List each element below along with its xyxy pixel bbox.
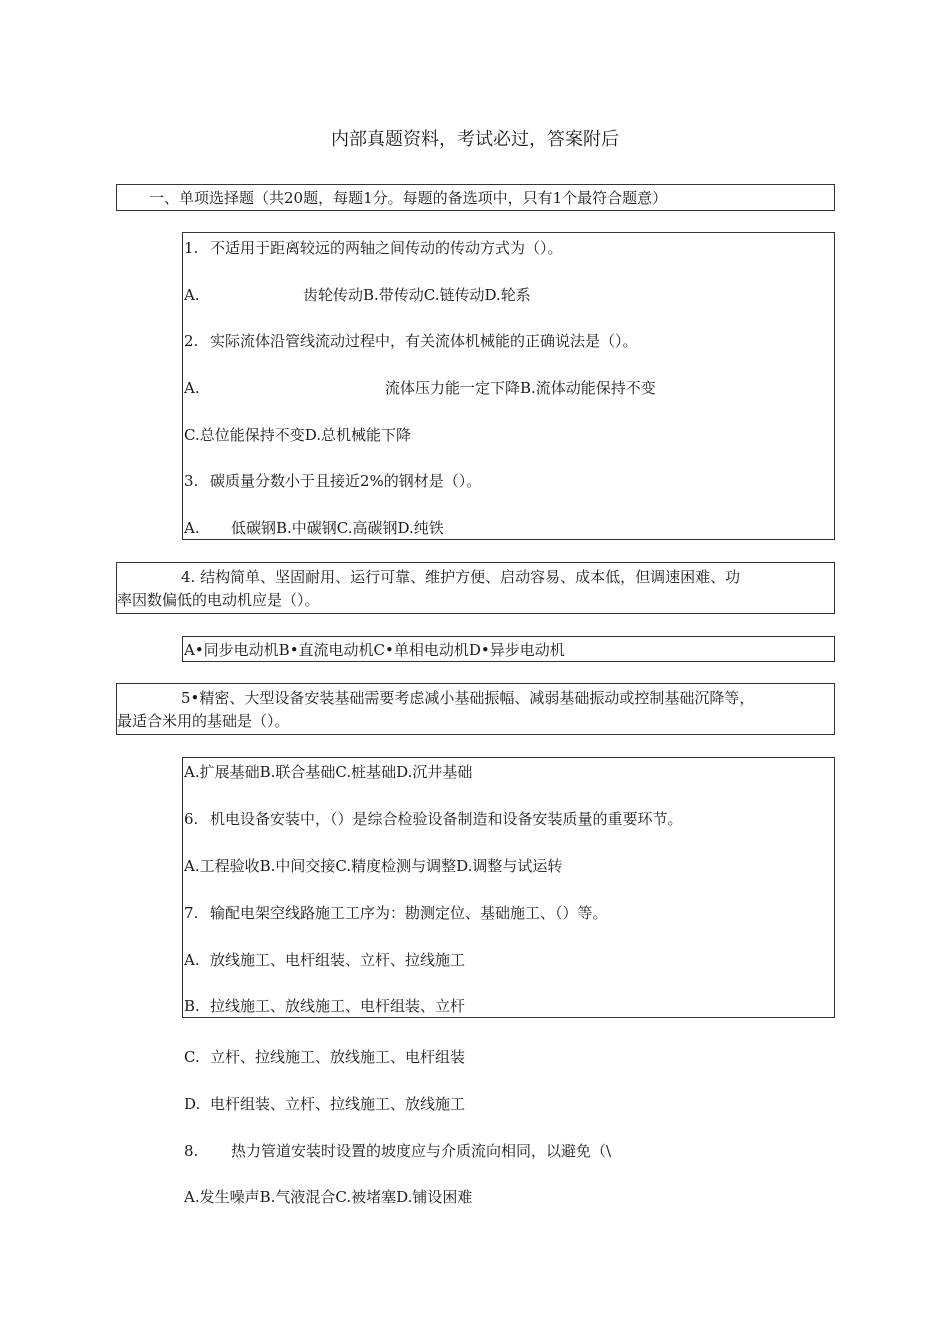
section-header-box (116, 184, 835, 211)
q3-option-label: A. (184, 519, 200, 537)
q2-number: 2. (184, 332, 199, 350)
q5-text-line2: 最适合米用的基础是（）。 (117, 712, 290, 730)
q2-options-2: C.总位能保持不变D.总机械能下降 (184, 426, 411, 444)
q2-options: 流体压力能一定下降B.流体动能保持不变 (385, 379, 656, 397)
q7-number: 7. (184, 904, 199, 922)
q3-text: 碳质量分数小于且接近2%的钢材是（）。 (210, 472, 482, 490)
question-box-5 (116, 683, 835, 735)
question-box-4-options (182, 636, 835, 662)
q1-number: 1. (184, 239, 199, 257)
q1-text: 不适用于距离较远的两轴之间传动的传动方式为（）。 (210, 239, 563, 257)
q7-option-d-label: D. (184, 1095, 201, 1113)
q8-text: 热力管道安装时设置的坡度应与介质流向相同，以避免（\ (231, 1142, 612, 1160)
q5-options: A.扩展基础B.联合基础C.桩基础D.沉井基础 (184, 763, 473, 781)
page-title: 内部真题资料，考试必过，答案附后 (331, 129, 619, 150)
q7-option-c: 立杆、拉线施工、放线施工、电杆组装 (210, 1048, 466, 1066)
question-box-5-7 (182, 757, 835, 1018)
q4-text-line1: 4. 结构简单、坚固耐用、运行可靠、维护方便、启动容易、成本低，但调速困难、功 (181, 568, 741, 586)
q6-options: A.工程验收B.中间交接C.精度检测与调整D.调整与试运转 (184, 857, 563, 875)
q7-option-c-label: C. (184, 1048, 200, 1066)
q1-options: 齿轮传动B.带传动C.链传动D.轮系 (303, 286, 531, 304)
q3-number: 3. (184, 472, 199, 490)
section-header: 一、单项选择题（共20题，每题1分。每题的备选项中，只有1个最符合题意） (149, 189, 668, 207)
q7-option-a-label: A. (184, 951, 200, 969)
q3-options: 低碳钢B.中碳钢C.高碳钢D.纯铁 (231, 519, 444, 537)
q7-text: 输配电架空线路施工工序为：勘测定位、基础施工、（）等。 (210, 904, 608, 922)
question-box-4 (116, 562, 835, 614)
q6-number: 6. (184, 810, 199, 828)
q5-text-line1: 5•精密、大型设备安装基础需要考虑减小基础振幅、减弱基础振动或控制基础沉降等， (181, 689, 755, 707)
q7-option-b: 拉线施工、放线施工、电杆组装、立杆 (210, 997, 466, 1015)
q7-option-b-label: B. (184, 997, 200, 1015)
q7-option-a: 放线施工、电杆组装、立杆、拉线施工 (210, 951, 466, 969)
q4-text-line2: 率因数偏低的电动机应是（）。 (117, 591, 320, 609)
q6-text: 机电设备安装中，（）是综合检验设备制造和设备安装质量的重要环节。 (210, 810, 683, 828)
q2-option-label: A. (184, 379, 200, 397)
q4-options: A•同步电动机B•直流电动机C•单相电动机D•异步电动机 (184, 641, 565, 659)
q7-option-d: 电杆组装、立杆、拉线施工、放线施工 (210, 1095, 466, 1113)
q2-text: 实际流体沿管线流动过程中，有关流体机械能的正确说法是（）。 (210, 332, 638, 350)
q8-number: 8. (184, 1142, 199, 1160)
q8-options: A.发生噪声B.气液混合C.被堵塞D.铺设困难 (184, 1188, 473, 1206)
q1-option-label: A. (184, 286, 200, 304)
